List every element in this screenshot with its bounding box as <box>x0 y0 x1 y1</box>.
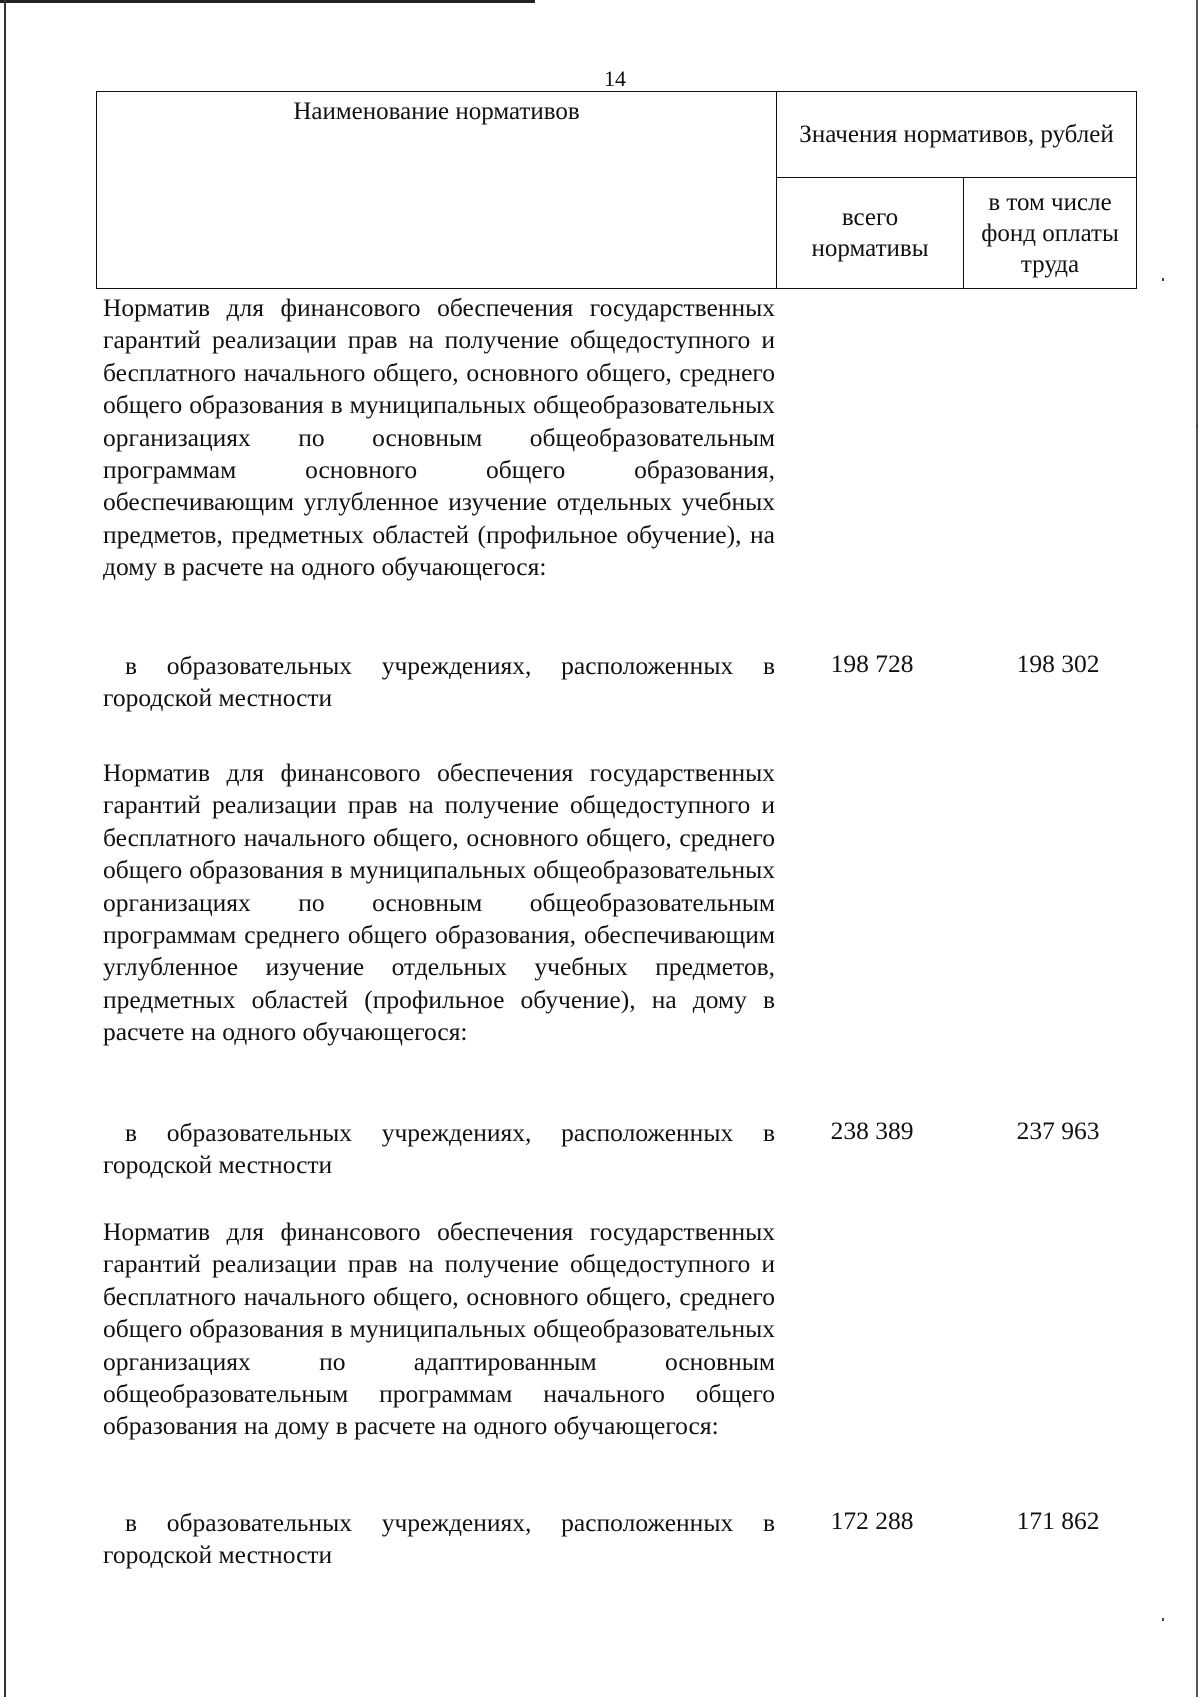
header-wage-fund-column: в том числе фонд оплаты труда <box>964 178 1137 289</box>
scan-speck <box>1162 1618 1164 1621</box>
total-value-3: 172 288 <box>830 1506 914 1535</box>
wage-fund-value-1: 198 302 <box>1016 649 1100 678</box>
total-value-2: 238 389 <box>830 1116 914 1145</box>
total-value-1: 198 728 <box>830 649 914 678</box>
page-number: 14 <box>604 66 626 91</box>
scan-edge-left <box>4 0 6 1697</box>
wage-fund-value-2: 237 963 <box>1016 1116 1100 1145</box>
scan-edge-top <box>0 0 535 3</box>
row-label-3: в образовательных учреждениях, расположенных в городской местности <box>103 1508 775 1570</box>
norm-description-3: Норматив для финансового обеспечения государственных гарантий реализации прав на получение общедоступного и бесплатного начального общего, основного общего, среднего общего образования в муниципальных общеобразовательных организациях по адаптированным основным общеобразовательным программам начального общего образования на дому в расчете на одного обучающегося: <box>103 1217 775 1441</box>
row-label-2: в образовательных учреждениях, расположенных в городской местности <box>103 1118 775 1180</box>
header-name-column: Наименование нормативов <box>97 92 777 289</box>
scan-speck <box>1162 278 1164 281</box>
header-values-column: Значения нормативов, рублей <box>777 92 1137 178</box>
wage-fund-value-3: 171 862 <box>1016 1506 1100 1535</box>
scan-edge-right <box>1196 0 1198 1697</box>
table-header <box>96 91 1137 289</box>
header-total-column: всего нормативы <box>777 178 964 289</box>
norm-description-1: Норматив для финансового обеспечения государственных гарантий реализации прав на получение общедоступного и бесплатного начального общего, основного общего, среднего общего образования в муниципальных общеобразовательных организациях по основным общеобразовательным программам основного общего образования, обеспечивающим углубленное изучение отдельных учебных предметов, предметных областей (профильное обучение), на дому в расчете на одного обучающегося: <box>103 293 775 582</box>
norm-description-2: Норматив для финансового обеспечения государственных гарантий реализации прав на получение общедоступного и бесплатного начального общего, основного общего, среднего общего образования в муниципальных общеобразовательных организациях по основным общеобразовательным программам среднего общего образования, обеспечивающим углубленное изучение отдельных учебных предметов, предметных областей (профильное обучение), на дому в расчете на одного обучающегося: <box>103 758 775 1047</box>
scan-speck <box>1196 425 1198 428</box>
row-label-1: в образовательных учреждениях, расположенных в городской местности <box>103 651 775 713</box>
